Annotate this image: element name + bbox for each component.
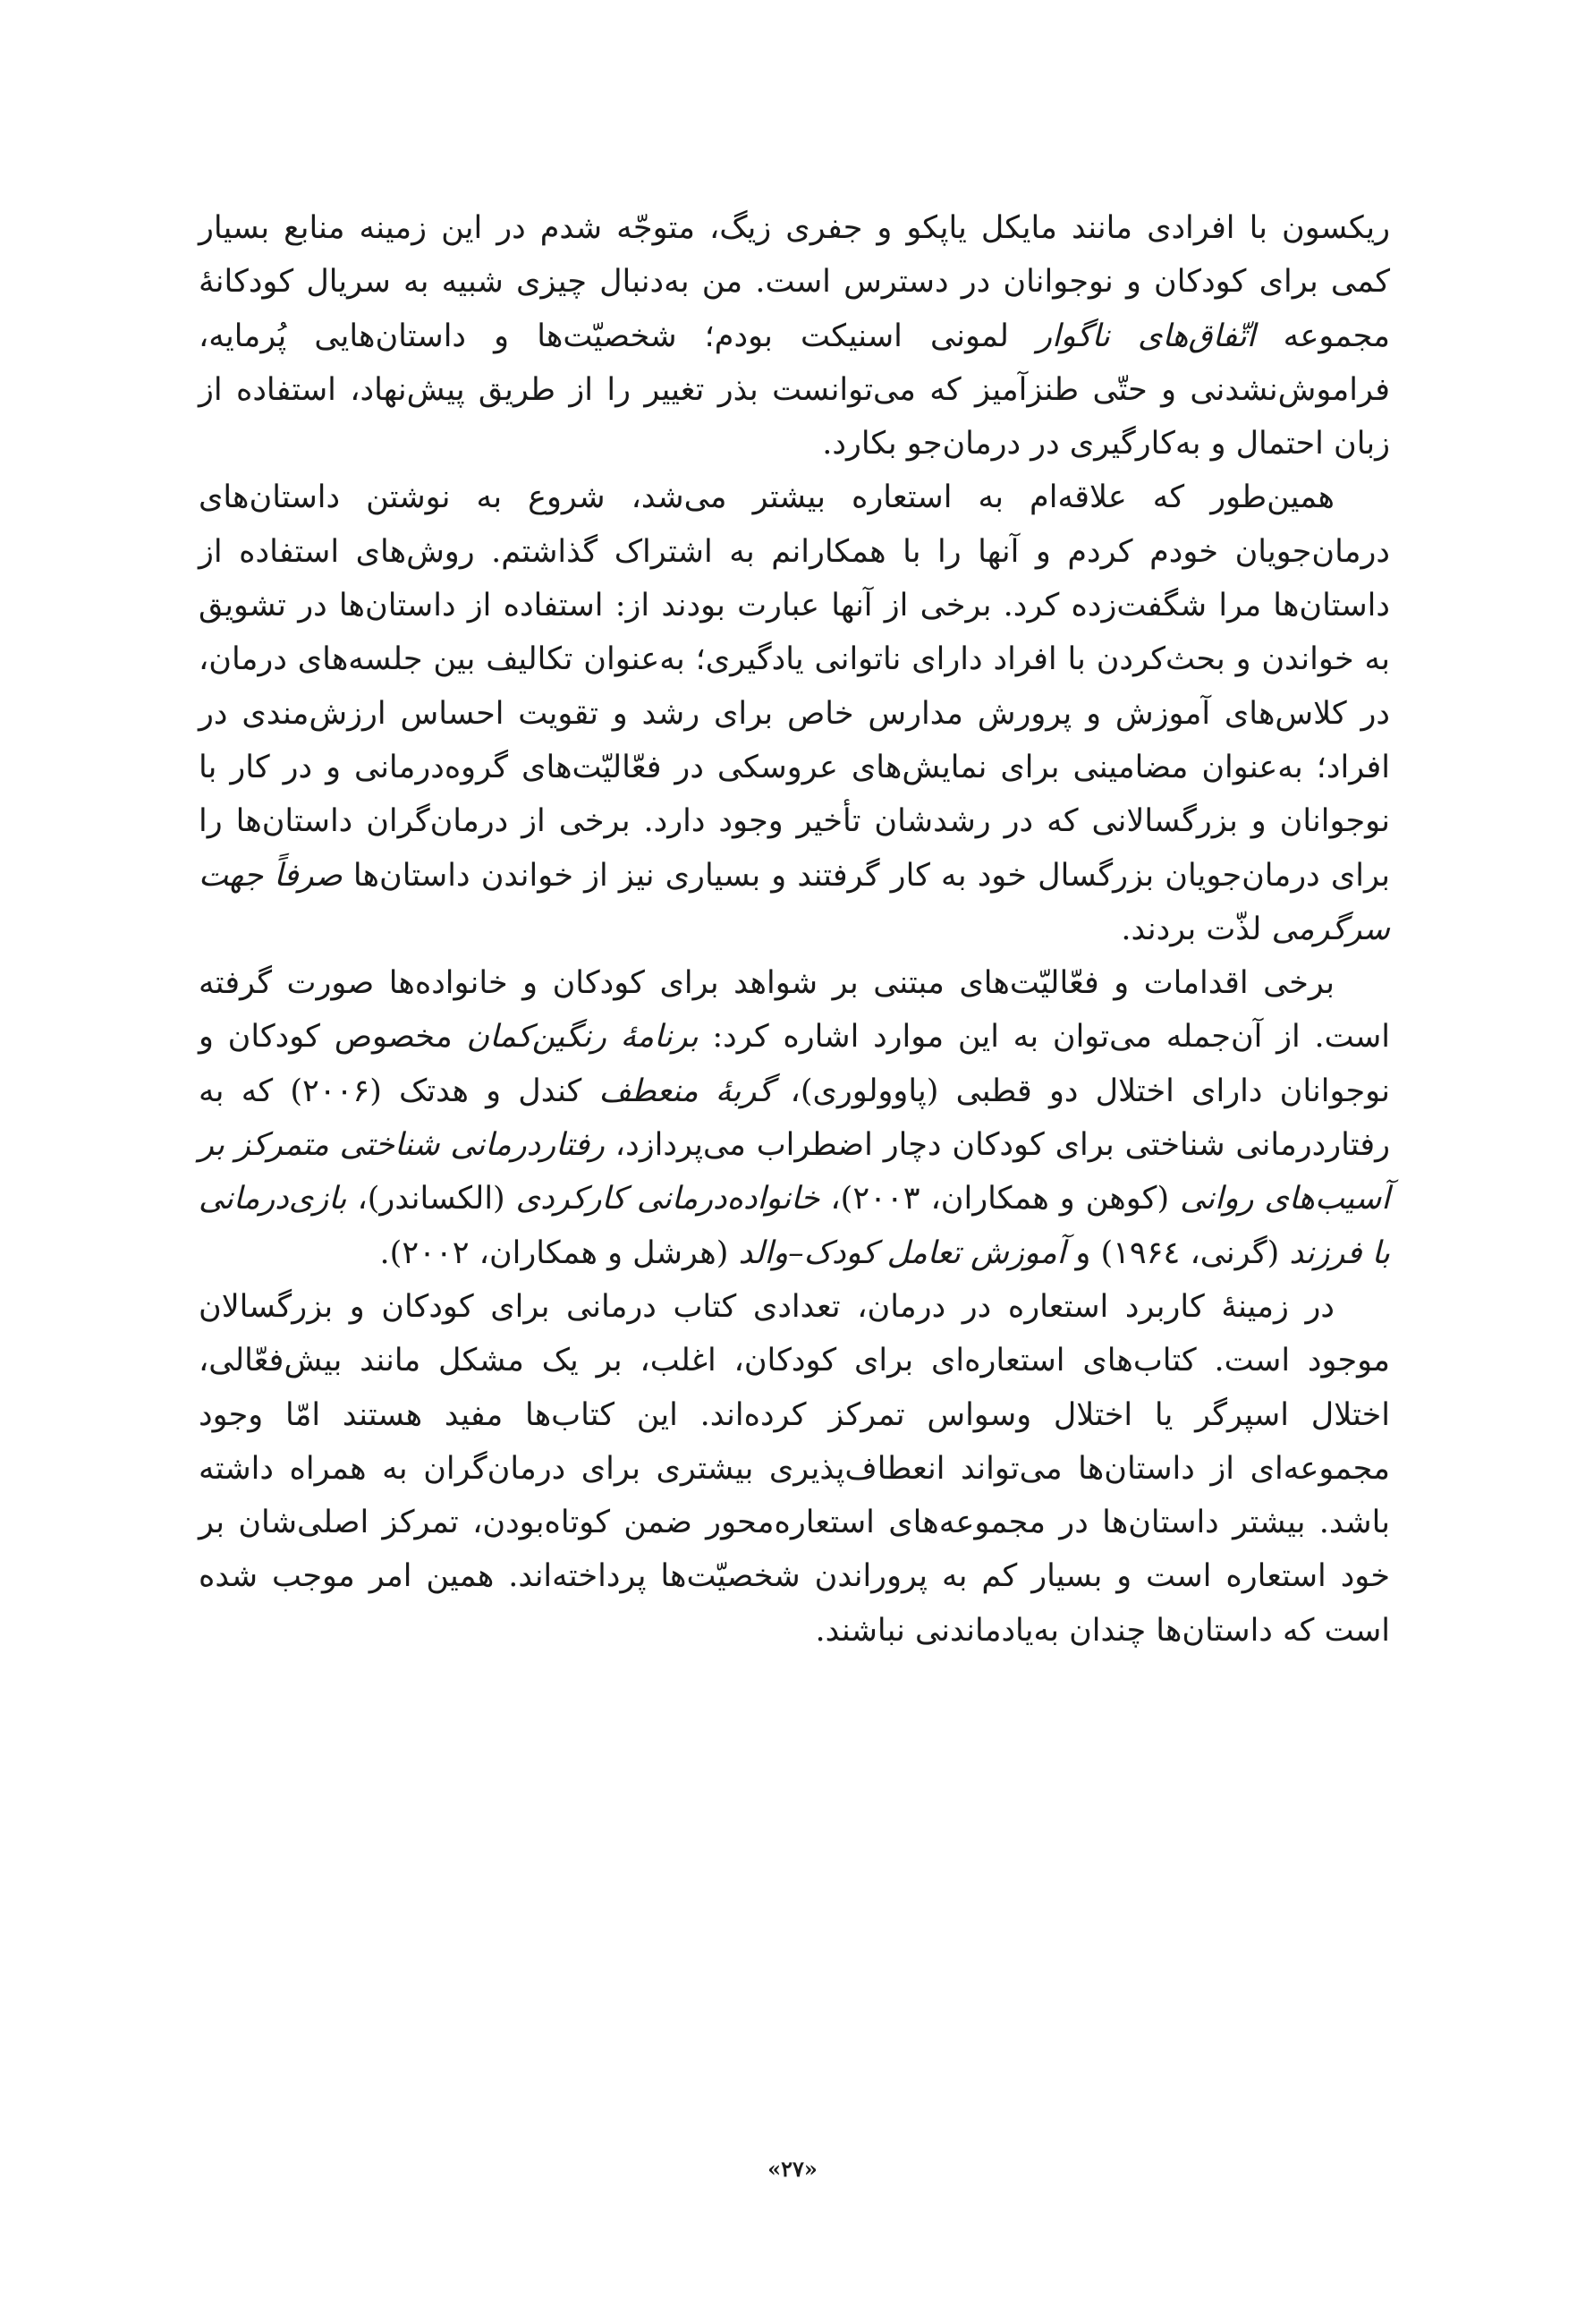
italic-title-text: صرفاً جهت سرگرمی (199, 857, 1390, 947)
paragraph-4 (199, 1280, 1390, 1658)
paragraph-text: کندل و هدتک (۲۰۰۶) که به رفتاردرمانی شناختی برای کودکان دچار اضطراب می‌پردازد، (199, 1073, 1390, 1164)
paragraph-2 (199, 471, 1390, 956)
paragraph-text: (هرشل و همکاران، ۲۰۰۲). (379, 1234, 739, 1271)
paragraph-text: (کوهن و همکاران، ۲۰۰۳)، (819, 1181, 1181, 1217)
paragraph-text: ریکسون با افرادی مانند مایکل یاپکو و جفری زیگ، متوجّه شدم در این زمینه منابع بسیار کمی برای کودکان و نوجوانان در دسترس است. من به‌دنبال چیزی شبیه به سریال کودکانهٔ مجموعه (199, 210, 1390, 354)
paragraph-3 (199, 956, 1390, 1280)
italic-title-text: رفتاردرمانی شناختی متمرکز بر آسیب‌های روانی (199, 1127, 1390, 1217)
paragraph-text: همین‌طور که علاقه‌ام به استعاره بیشتر می‌شد، شروع به نوشتن داستان‌های درمان‌جویان خودم کردم و آنها را با همکارانم به اشتراک گذاشتم. روش‌های استفاده از داستان‌ها مرا شگفت‌زده کرد. برخی از آنها عبارت بودند از: استفاده از داستان‌ها در تشویق به خواندن و بحث‌کردن با افراد دارای ناتوانی یادگیری؛ به‌عنوان تکالیف بین جلسه‌های درمان، در کلاس‌های آموزش و پرورش مدارس خاص برای رشد و تقویت احساس ارزش‌مندی در افراد؛ به‌عنوان مضامینی برای نمایش‌های عروسکی در فعّالیّت‌های گروه‌درمانی و در کار با نوجوانان و بزرگسالانی که در رشدشان تأخیر وجود دارد. برخی از درمان‌گران داستان‌ها را برای درمان‌جویان بزرگسال خود به کار گرفتند و بسیاری نیز از خواندن داستان‌ها (199, 479, 1390, 894)
italic-title-text: گربهٔ منعطف (598, 1073, 774, 1109)
paragraph-text: مخصوص کودکان و نوجوانان دارای اختلال دو قطبی (پاوولوری)، (199, 1019, 1391, 1109)
paragraph-1 (199, 201, 1390, 471)
italic-title-text: اتّفاق‌های ناگوار (1037, 318, 1256, 354)
italic-title-text: برنامهٔ رنگین‌کمان (466, 1019, 699, 1056)
paragraph-text: (الکساندر)، (346, 1181, 516, 1217)
italic-title-text: آموزش تعامل کودک–والد (738, 1234, 1066, 1271)
italic-title-text: بازی‌درمانی با فرزند (199, 1181, 1390, 1271)
paragraph-text: (گرنی، ۱۹۶٤) و (1065, 1234, 1290, 1271)
italic-title-text: خانواده‌درمانی کارکردی (515, 1181, 820, 1217)
paragraph-text: برخی اقدامات و فعّالیّت‌های مبتنی بر شواهد برای کودکان و خانواده‌ها صورت گرفته است. از آن‌جمله می‌توان به این موارد اشاره کرد: (199, 965, 1390, 1056)
paragraph-text: لذّت بردند. (1121, 911, 1272, 947)
page-number: «۲۷» (767, 2156, 818, 2182)
paragraph-text: در زمینهٔ کاربرد استعاره در درمان، تعدادی کتاب درمانی برای کودکان و بزرگسالان موجود است. کتاب‌های استعاره‌ای برای کودکان، اغلب، بر یک مشکل مانند بیش‌فعّالی، اختلال اسپرگر یا اختلال وسواس تمرکز کرده‌اند. این کتاب‌ها مفید هستند امّا وجود مجموعه‌ای از داستان‌ها می‌تواند انعطاف‌پذیری بیشتری برای درمان‌گران به همراه داشته باشد. بیشتر داستان‌ها در مجموعه‌های استعاره‌محور ضمن کوتاه‌بودن، تمرکز اصلی‌شان بر خود استعاره است و بسیار کم به پروراندن شخصیّت‌ها پرداخته‌اند. همین امر موجب شده است که داستان‌ها چندان به‌یادماندنی نباشند. (199, 1288, 1390, 1649)
paragraph-text: لمونی اسنیکت بودم؛ شخصیّت‌ها و داستان‌هایی پُرمایه، فراموش‌نشدنی و حتّی طنزآمیز که می‌توانست بذر تغییر را از طریق پیش‌نهاد، استفاده از زبان احتمال و به‌کارگیری در درمان‌جو بکارد. (199, 318, 1390, 462)
page-body (199, 201, 1390, 2196)
